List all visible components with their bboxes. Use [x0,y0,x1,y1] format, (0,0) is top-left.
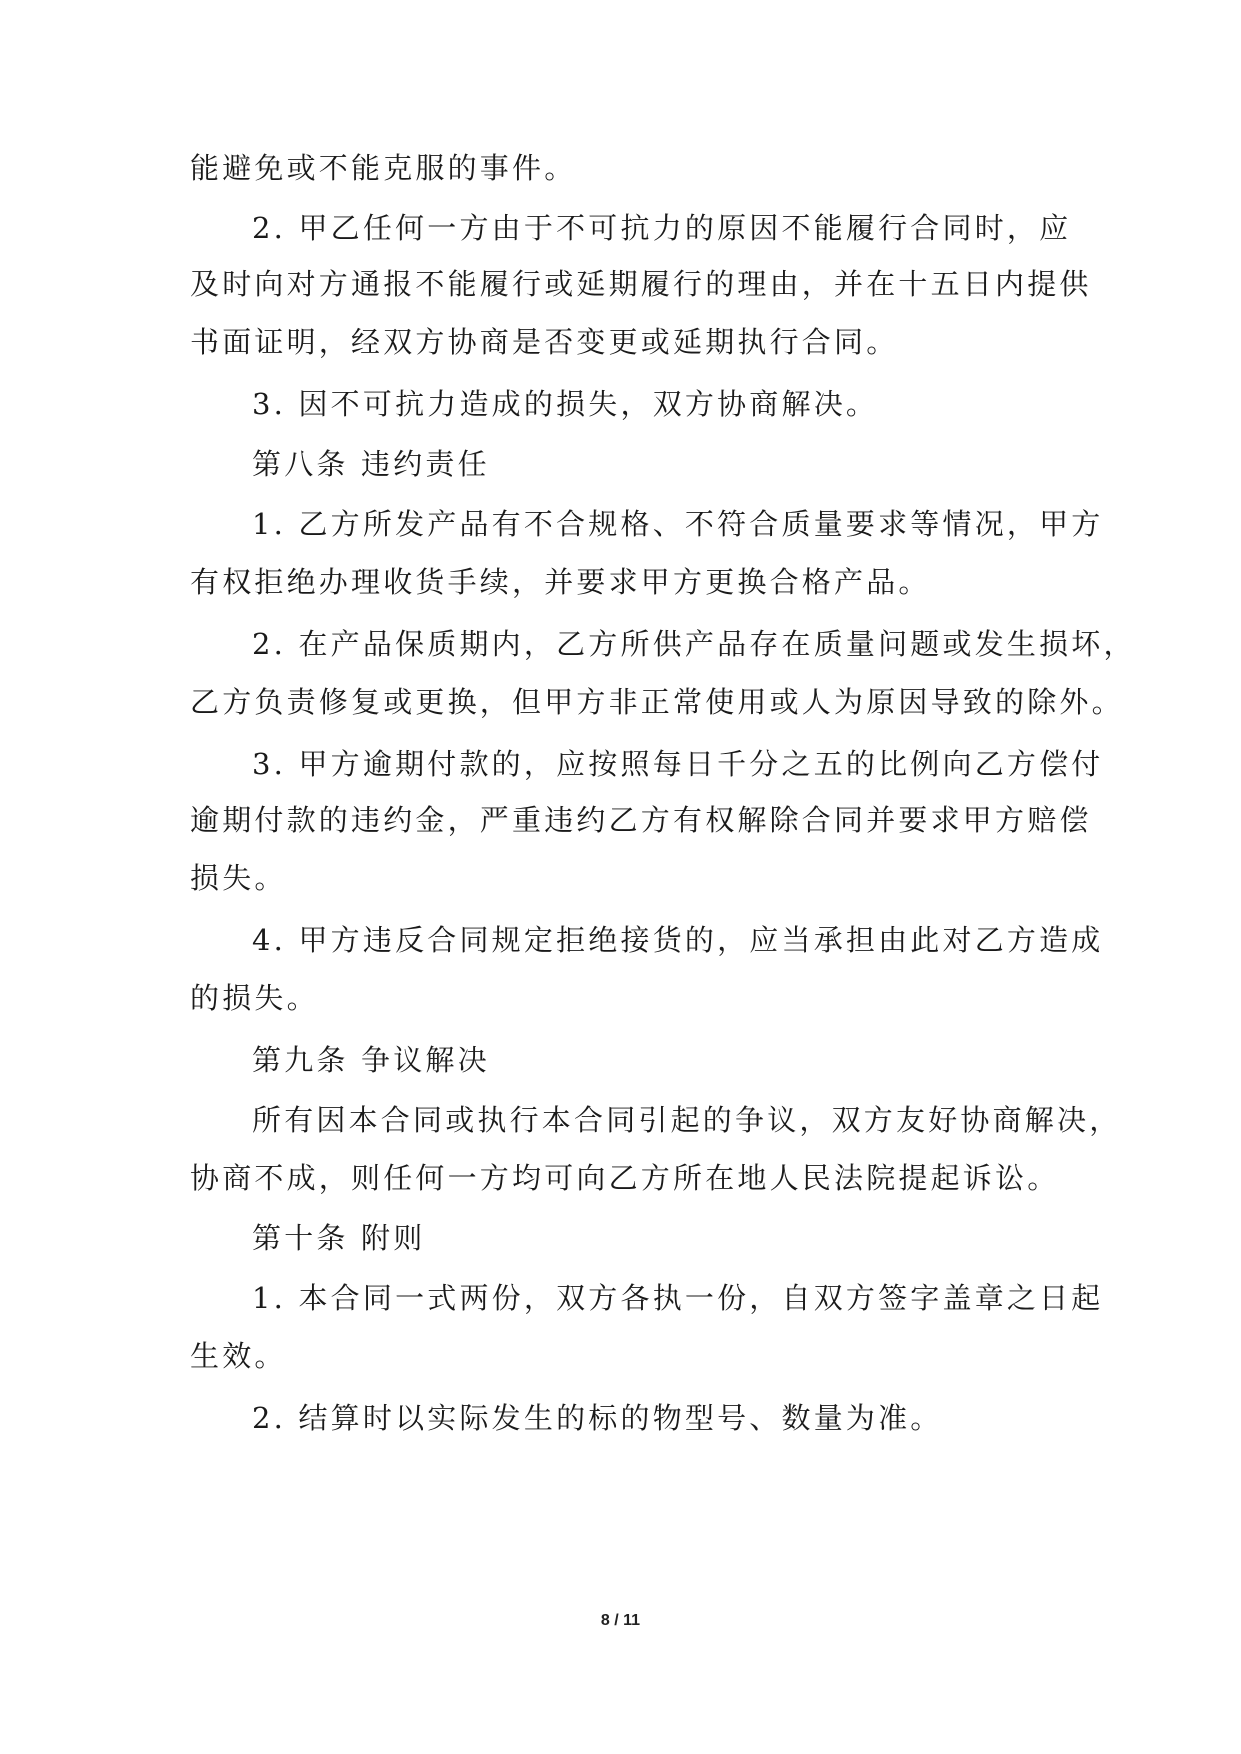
text-line: 2. 甲乙任何一方由于不可抗力的原因不能履行合同时，应 [252,211,1072,245]
text-line: 协商不成，则任何一方均可向乙方所在地人民法院提起诉讼。 [190,1161,1060,1195]
text-line: 损失。 [190,861,287,895]
page-number: 8 / 11 [600,1612,641,1629]
text-line: 乙方负责修复或更换，但甲方非正常使用或人为原因导致的除外。 [190,685,1124,719]
text-line: 1. 乙方所发产品有不合规格、不符合质量要求等情况，甲方 [252,507,1104,541]
text-line: 生效。 [190,1339,287,1373]
text-line: 能避免或不能克服的事件。 [190,151,577,185]
text-line: 2. 结算时以实际发生的标的物型号、数量为准。 [252,1401,943,1435]
text-line: 书面证明，经双方协商是否变更或延期执行合同。 [190,325,899,359]
section-heading: 第十条 附则 [252,1221,426,1255]
text-line: 及时向对方通报不能履行或延期履行的理由，并在十五日内提供 [190,267,1092,301]
text-line: 有权拒绝办理收货手续，并要求甲方更换合格产品。 [190,565,931,599]
section-heading: 第八条 违约责任 [252,447,490,481]
text-line: 逾期付款的违约金，严重违约乙方有权解除合同并要求甲方赔偿 [190,803,1092,837]
text-line: 2. 在产品保质期内，乙方所供产品存在质量问题或发生损坏， [252,627,1136,661]
section-heading: 第九条 争议解决 [252,1043,490,1077]
text-line: 4. 甲方违反合同规定拒绝接货的，应当承担由此对乙方造成 [252,923,1104,957]
text-line: 3. 甲方逾期付款的，应按照每日千分之五的比例向乙方偿付 [252,747,1104,781]
text-line: 的损失。 [190,981,319,1015]
text-line: 3. 因不可抗力造成的损失，双方协商解决。 [252,387,879,421]
text-line: 所有因本合同或执行本合同引起的争议，双方友好协商解决， [252,1103,1122,1137]
text-line: 1. 本合同一式两份，双方各执一份，自双方签字盖章之日起 [252,1281,1104,1315]
